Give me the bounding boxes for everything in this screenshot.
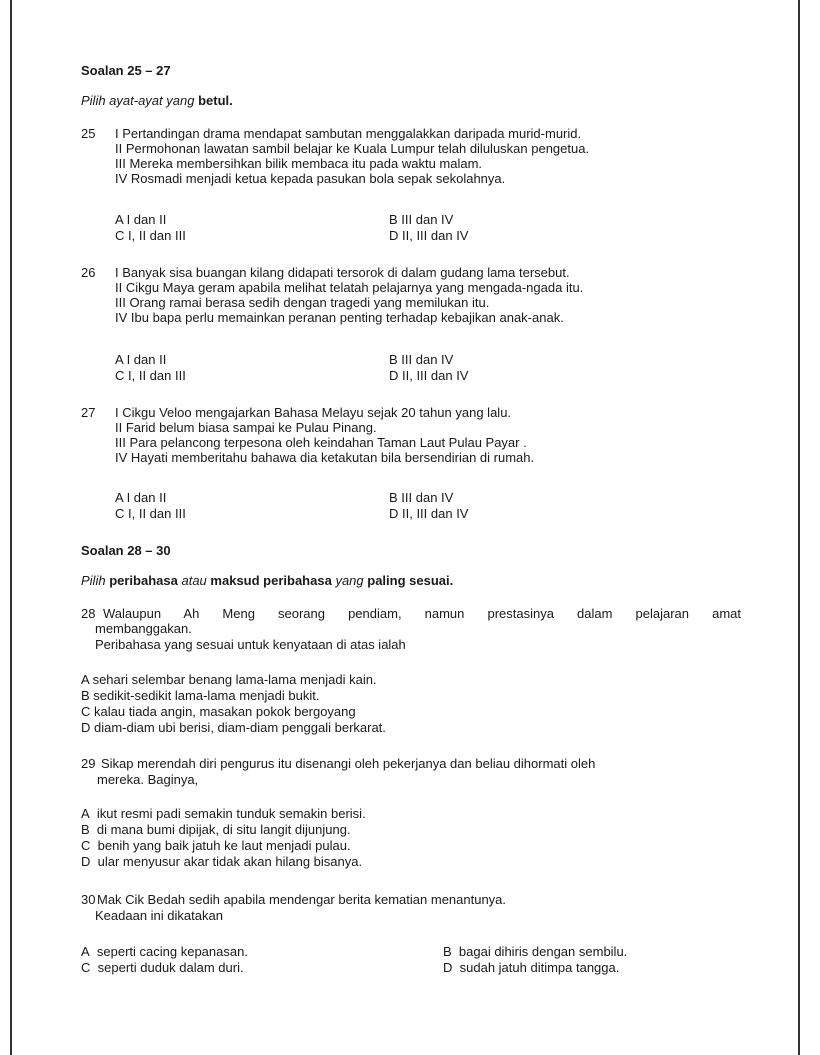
option-c[interactable] (81, 960, 244, 975)
option-letter: D (81, 854, 91, 869)
option-text: di mana bumi dipijak, di situ langit dijunjung. (96, 822, 351, 837)
instruction-word: Pilih (81, 573, 106, 588)
statement-iv: IV Ibu bapa perlu memainkan peranan penting terhadap kebajikan anak-anak. (115, 310, 564, 325)
question-number: 27 (81, 405, 96, 420)
option-c[interactable]: C I, II dan III (115, 506, 186, 521)
option-a[interactable] (81, 806, 366, 821)
question-number: 30 (81, 892, 96, 907)
instruction-word: paling sesuai. (367, 573, 454, 588)
option-text: bagai dihiris dengan sembilu. (458, 944, 628, 959)
instruction-bold: betul. (198, 93, 233, 108)
question-number: 28 (81, 606, 96, 621)
option-b[interactable]: B III dan IV (389, 490, 454, 505)
question-number: 29 (81, 756, 96, 771)
section-instruction-28-30 (81, 573, 453, 588)
question-stem-line2: Keadaan ini dikatakan (95, 908, 223, 923)
instruction-word: yang (335, 573, 364, 588)
question-number: 25 (81, 126, 96, 141)
statement-iii: III Orang ramai berasa sedih dengan tragedi yang memilukan itu. (115, 295, 490, 310)
question-stem-line1: Sikap merendah diri pengurus itu disenangi oleh pekerjanya dan beliau dihormati oleh (101, 756, 596, 771)
option-b[interactable]: B III dan IV (389, 212, 454, 227)
option-a[interactable]: A I dan II (115, 352, 167, 367)
question-stem-line2: mereka. Baginya, (97, 772, 199, 787)
option-text: seperti duduk dalam duri. (97, 960, 244, 975)
option-a[interactable]: A I dan II (115, 212, 167, 227)
option-letter: B (81, 822, 90, 837)
statement-i: I Banyak sisa buangan kilang didapati tersorok di dalam gudang lama tersebut. (115, 265, 570, 280)
instruction-italic: Pilih ayat-ayat yang (81, 93, 195, 108)
option-letter: C (81, 960, 91, 975)
option-letter: A (81, 806, 90, 821)
option-letter: D (443, 960, 453, 975)
option-c[interactable]: C I, II dan III (115, 228, 186, 243)
option-a[interactable]: A I dan II (115, 490, 167, 505)
option-text: benih yang baik jatuh ke laut menjadi pulau. (97, 838, 351, 853)
section-heading-28-30: Soalan 28 – 30 (81, 543, 171, 558)
statement-ii: II Farid belum biasa sampai ke Pulau Pinang. (115, 420, 377, 435)
instruction-word: maksud peribahasa (210, 573, 332, 588)
option-c[interactable]: C I, II dan III (115, 368, 186, 383)
option-letter: B (443, 944, 452, 959)
option-b[interactable]: B sedikit-sedikit lama-lama menjadi bukit. (81, 688, 320, 703)
statement-iii: III Mereka membersihkan bilik membaca itu pada waktu malam. (115, 156, 483, 171)
option-d[interactable] (443, 960, 619, 975)
option-letter: C (81, 838, 91, 853)
question-stem-line3: Peribahasa yang sesuai untuk kenyataan di atas ialah (95, 637, 406, 652)
question-number: 26 (81, 265, 96, 280)
option-b[interactable] (81, 822, 351, 837)
statement-ii: II Permohonan lawatan sambil belajar ke Kuala Lumpur telah diluluskan pengetua. (115, 141, 590, 156)
option-text: ular menyusur akar tidak akan hilang bisanya. (97, 854, 363, 869)
instruction-word: atau (181, 573, 207, 588)
option-text: sudah jatuh ditimpa tangga. (459, 960, 620, 975)
option-d[interactable]: D II, III dan IV (389, 506, 469, 521)
option-a[interactable]: A sehari selembar benang lama-lama menjadi kain. (81, 672, 377, 687)
option-d[interactable]: D diam-diam ubi berisi, diam-diam penggali berkarat. (81, 720, 386, 735)
option-c[interactable] (81, 838, 351, 853)
option-c[interactable]: C kalau tiada angin, masakan pokok bergoyang (81, 704, 356, 719)
option-b[interactable] (443, 944, 627, 959)
statement-iv: IV Hayati memberitahu bahawa dia ketakutan bila bersendirian di rumah. (115, 450, 535, 465)
option-d[interactable]: D II, III dan IV (389, 368, 469, 383)
option-text: ikut resmi padi semakin tunduk semakin berisi. (96, 806, 366, 821)
section-instruction-25-27 (81, 93, 233, 108)
option-letter: A (81, 944, 90, 959)
option-d[interactable] (81, 854, 362, 869)
question-stem-line2: membanggakan. (95, 621, 192, 636)
statement-iv: IV Rosmadi menjadi ketua kepada pasukan bola sepak sekolahnya. (115, 171, 506, 186)
instruction-word: peribahasa (109, 573, 178, 588)
option-text: seperti cacing kepanasan. (96, 944, 248, 959)
statement-iii: III Para pelancong terpesona oleh keindahan Taman Laut Pulau Payar . (115, 435, 527, 450)
option-a[interactable] (81, 944, 248, 959)
question-stem-line1: Mak Cik Bedah sedih apabila mendengar berita kematian menantunya. (97, 892, 507, 907)
option-d[interactable]: D II, III dan IV (389, 228, 469, 243)
statement-ii: II Cikgu Maya geram apabila melihat telatah pelajarnya yang mengada-ngada itu. (115, 280, 584, 295)
statement-i: I Cikgu Veloo mengajarkan Bahasa Melayu sejak 20 tahun yang lalu. (115, 405, 512, 420)
statement-i: I Pertandingan drama mendapat sambutan menggalakkan daripada murid-murid. (115, 126, 582, 141)
section-heading-25-27: Soalan 25 – 27 (81, 63, 171, 78)
question-stem-line1: Walaupun Ah Meng seorang pendiam, namun prestasinya dalam pelajaran amat (103, 606, 741, 621)
option-b[interactable]: B III dan IV (389, 352, 454, 367)
